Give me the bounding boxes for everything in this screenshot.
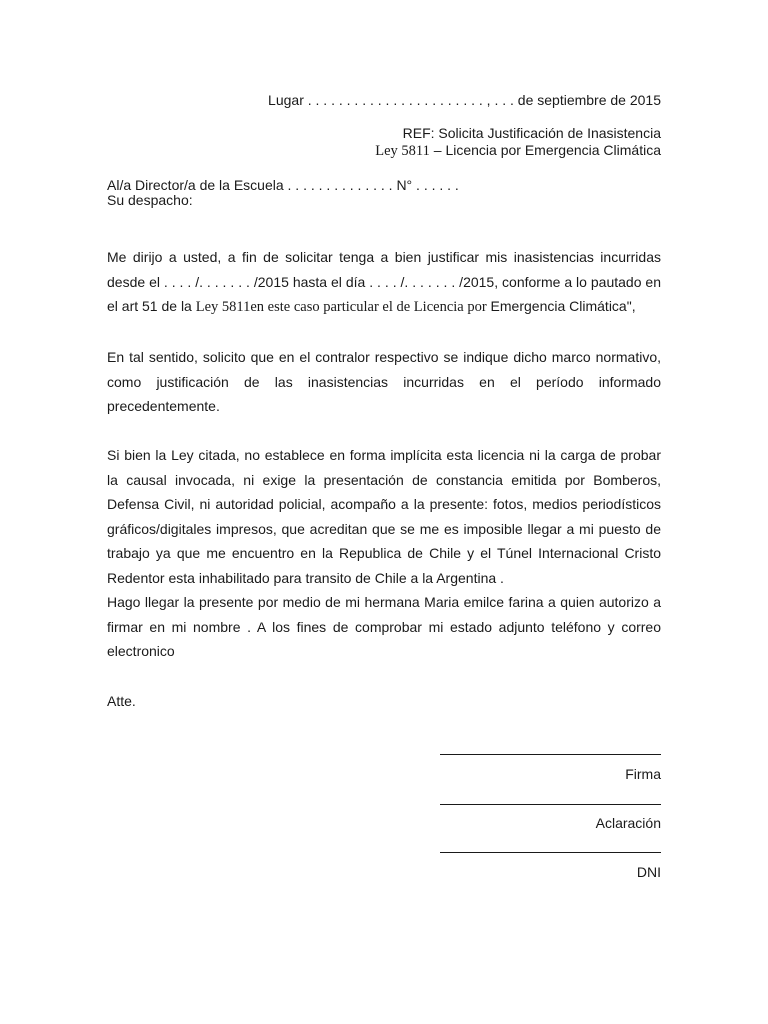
ley-line bbox=[375, 142, 661, 159]
ref-line: REF: Solicita Justificación de Inasistencia bbox=[402, 125, 661, 141]
paragraph-evidence: Si bien la Ley citada, no establece en forma implícita esta licencia ni la carga de probar la causal invocada, ni exige la presentación de constancia emitida por Bomberos, Defensa Civil, ni autoridad policial, acompaño a la presente: fotos, medios periodísticos gráficos/digitales impresos, que acreditan que se me es imposible llegar a mi puesto de trabajo ya que me encuentro en la Republica de Chile y el Túnel Internacional Cristo Redentor esta inhabilitado para transito de Chile a la Argentina . bbox=[107, 447, 661, 586]
paragraph-authorization: Hago llegar la presente por medio de mi hermana Maria emilce farina a quien autorizo a firmar en mi nombre . A los fines de comprobar mi estado adjunto teléfono y correo electronico bbox=[107, 594, 661, 660]
closing-atte: Atte. bbox=[107, 693, 136, 709]
paragraph-request-end: Emergencia Climática", bbox=[486, 298, 636, 315]
paragraph-justification: En tal sentido, solicito que en el contralor respectivo se indique dicho marco normativo, como justificación de las inasistencias incurridas en el período informado precedentemente. bbox=[107, 349, 661, 415]
dni-line bbox=[440, 852, 661, 853]
addressee-despacho: Su despacho: bbox=[107, 192, 193, 208]
firma-line bbox=[440, 754, 661, 755]
addressee-line: Al/a Director/a de la Escuela . . . . . . . . . . . . . . N° . . . . . . bbox=[107, 177, 459, 193]
firma-label: Firma bbox=[625, 766, 661, 782]
ley-number: Ley 5811 bbox=[375, 143, 430, 159]
paragraph-request-law: Ley 5811en este caso particular el de Licencia por bbox=[195, 299, 487, 316]
place-date-line: Lugar . . . . . . . . . . . . . . . . . . . . . . . , . . . de septiembre de 2015 bbox=[268, 92, 661, 108]
dni-label: DNI bbox=[636, 864, 661, 880]
ley-title: – Licencia por Emergencia Climática bbox=[429, 142, 661, 158]
paragraph-request bbox=[107, 245, 661, 320]
paragraph-request-text: Me dirijo a usted, a fin de solicitar tenga a bien justificar mis inasistencias incurridas desde el . . . . /. . . . . . . /2015 hasta el día . . . . /. . . . . . . /2015, conforme a lo pautado en el art 51 de la bbox=[107, 249, 661, 315]
aclaracion-label: Aclaración bbox=[595, 815, 661, 831]
aclaracion-line bbox=[440, 804, 661, 805]
